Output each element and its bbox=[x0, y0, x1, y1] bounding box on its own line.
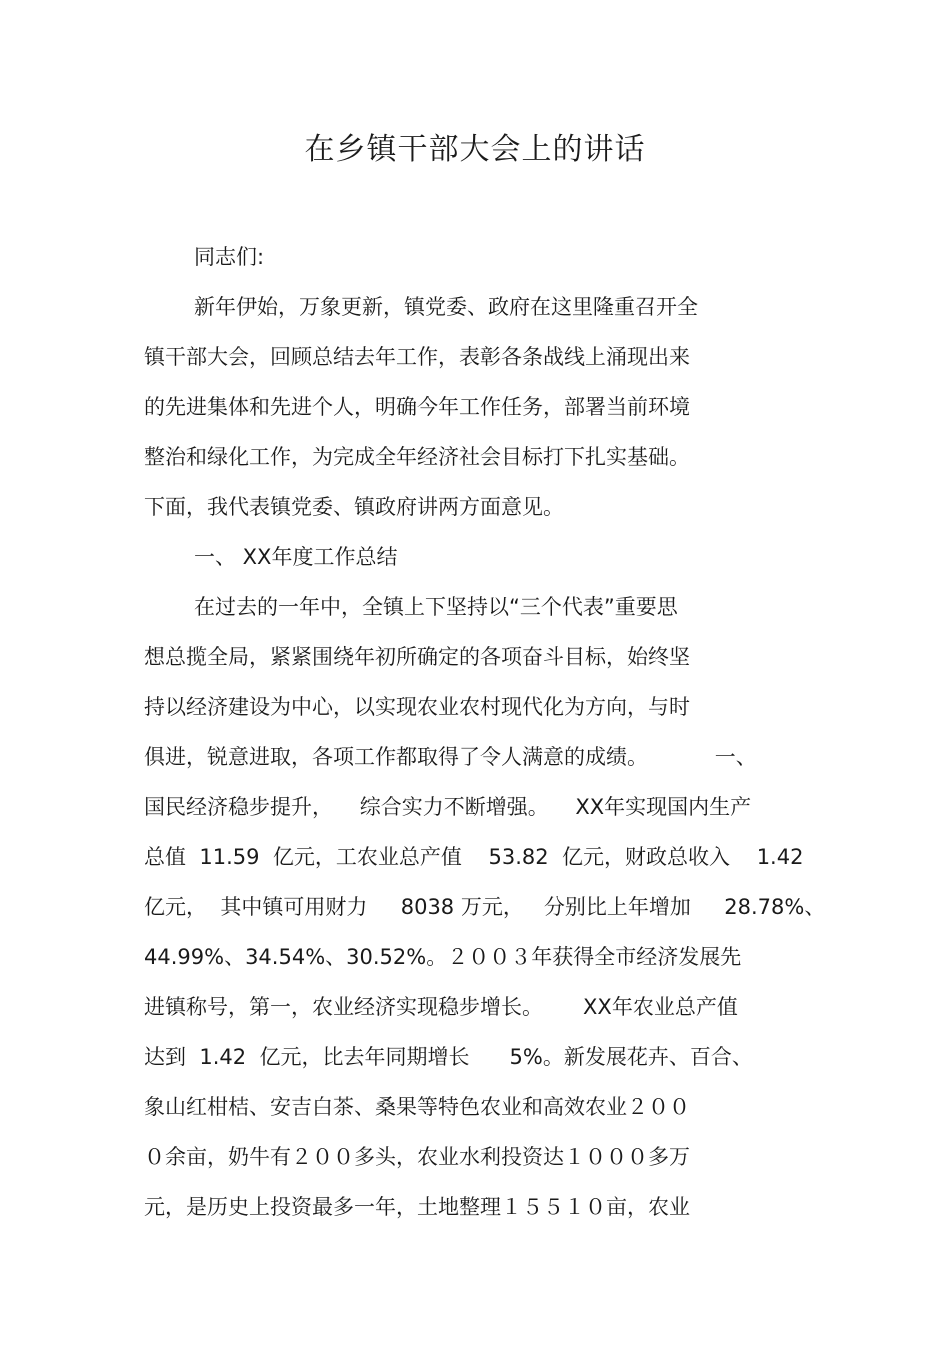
body-line: 下面，我代表镇党委、镇政府讲两方面意见。 bbox=[144, 495, 564, 519]
body-line: 的先进集体和先进个人，明确今年工作任务，部署当前环境 bbox=[144, 395, 690, 419]
body-line: 象山红柑桔、安吉白茶、桑果等特色农业和高效农业２００ bbox=[144, 1095, 690, 1119]
body-line: 在过去的一年中，全镇上下坚持以“三个代表”重要思 bbox=[194, 595, 678, 619]
body-line: 总值 11.59 亿元，工农业总产值 53.82 亿元，财政总收入 1.42 bbox=[144, 845, 804, 869]
salutation-line: 同志们: bbox=[194, 245, 265, 269]
body-line: 进镇称号，第一，农业经济实现稳步增长。 XX年农业总产值 bbox=[144, 995, 738, 1019]
body-line: 持以经济建设为中心，以实现农业农村现代化为方向，与时 bbox=[144, 695, 690, 719]
body-line: 整治和绿化工作，为完成全年经济社会目标打下扎实基础。 bbox=[144, 445, 690, 469]
body-line: 亿元， 其中镇可用财力 8038 万元， 分别比上年增加 28.78%、 bbox=[144, 895, 826, 919]
body-line: 想总揽全局，紧紧围绕年初所确定的各项奋斗目标，始终坚 bbox=[144, 645, 690, 669]
body-line: 新年伊始，万象更新，镇党委、政府在这里隆重召开全 bbox=[194, 295, 698, 319]
section-heading: 一、 XX年度工作总结 bbox=[194, 545, 398, 569]
body-line: 国民经济稳步提升， 综合实力不断增强。 XX年实现国内生产 bbox=[144, 795, 752, 819]
body-line: ０余亩，奶牛有２００多头，农业水利投资达１０００多万 bbox=[144, 1145, 690, 1169]
body-line: 俱进，锐意进取，各项工作都取得了令人满意的成绩。 一、 bbox=[144, 745, 757, 769]
body-line: 镇干部大会，回顾总结去年工作，表彰各条战线上涌现出来 bbox=[144, 345, 690, 369]
body-line: 达到 1.42 亿元，比去年同期增长 5%。新发展花卉、百合、 bbox=[144, 1045, 753, 1069]
body-line: 44.99%、34.54%、30.52%。２００３年获得全市经济发展先 bbox=[144, 945, 742, 969]
document-title: 在乡镇干部大会上的讲话 bbox=[304, 132, 646, 167]
body-line: 元，是历史上投资最多一年，土地整理１５５１０亩，农业 bbox=[144, 1195, 690, 1219]
